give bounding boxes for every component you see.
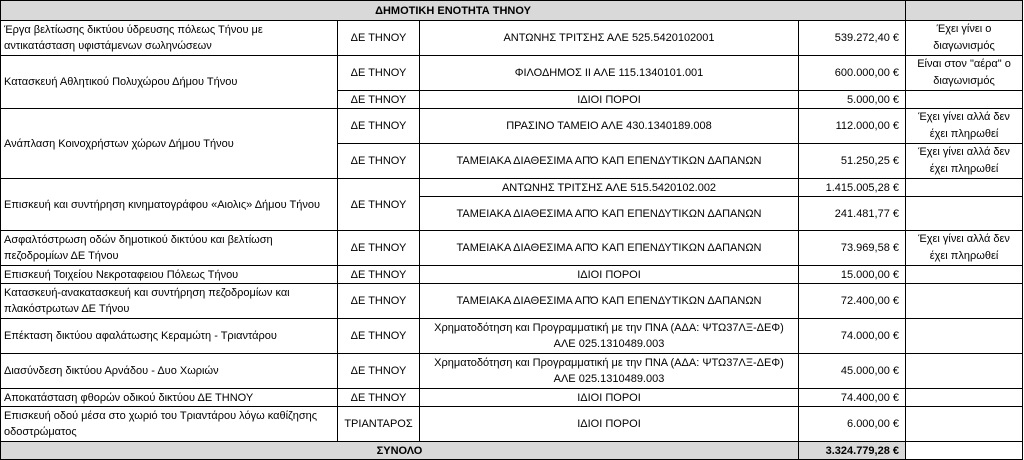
amount-cell: 15.000,00 € [799, 266, 906, 284]
table-row [1, 179, 1023, 197]
unit-cell: ΔΕ ΤΗΝΟΥ [338, 389, 420, 407]
table-row [1, 109, 1023, 144]
project-name: Επισκευή Τοιχείου Νεκροταφειου Πόλεως Τήνου [1, 266, 338, 284]
amount-cell: 73.969,58 € [799, 231, 906, 266]
status-note-cell: Έχει γίνει αλλά δεν έχει πληρωθεί [906, 109, 1023, 144]
status-note-cell [906, 266, 1023, 284]
header-blank-cell [906, 1, 1023, 21]
table-row [1, 266, 1023, 284]
total-blank-cell [906, 442, 1023, 460]
status-note-cell: Έχει γίνει αλλά δεν έχει πληρωθεί [906, 231, 1023, 266]
funding-source-cell: ΙΔΙΟΙ ΠΟΡΟΙ [420, 91, 799, 109]
funding-source-cell: Χρηματοδότηση και Προγραμματική με την ΠΝΑ (ΑΔΑ: ΨΤΩ37ΛΞ-ΔΕΦ) ΑΛΕ 025.1310489.003 [420, 319, 799, 354]
unit-cell: ΔΕ ΤΗΝΟΥ [338, 231, 420, 266]
funding-source-cell: ΠΡΑΣΙΝΟ ΤΑΜΕΙΟ ΑΛΕ 430.1340189.008 [420, 109, 799, 144]
table-row [1, 319, 1023, 354]
amount-cell: 600.000,00 € [799, 56, 906, 91]
funding-source-cell: ΦΙΛΟΔΗΜΟΣ ΙΙ ΑΛΕ 115.1340101.001 [420, 56, 799, 91]
funding-source-cell: ΙΔΙΟΙ ΠΟΡΟΙ [420, 407, 799, 442]
table-row [1, 389, 1023, 407]
funding-source-cell: ΙΔΙΟΙ ΠΟΡΟΙ [420, 266, 799, 284]
funding-source-cell: ΤΑΜΕΙΑΚΑ ΔΙΑΘΕΣΙΜΑ ΑΠΌ ΚΑΠ ΕΠΕΝΔΥΤΙΚΩΝ ΔΑΠΑΝΩΝ [420, 197, 799, 231]
status-note-cell [906, 197, 1023, 231]
unit-cell: ΔΕ ΤΗΝΟΥ [338, 21, 420, 56]
unit-cell: ΔΕ ΤΗΝΟΥ [338, 144, 420, 179]
amount-cell: 112.000,00 € [799, 109, 906, 144]
status-note-cell [906, 179, 1023, 197]
unit-cell: ΔΕ ΤΗΝΟΥ [338, 354, 420, 389]
unit-cell: ΔΕ ΤΗΝΟΥ [338, 56, 420, 91]
amount-cell: 5.000,00 € [799, 91, 906, 109]
section-title: ΔΗΜΟΤΙΚΗ ΕΝΟΤΗΤΑ ΤΗΝΟΥ [1, 1, 906, 21]
table-row [1, 21, 1023, 56]
funding-source-cell: ΑΝΤΩΝΗΣ ΤΡΙΤΣΗΣ ΑΛΕ 515.5420102.002 [420, 179, 799, 197]
status-note-cell: Έχει γίνει αλλά δεν έχει πληρωθεί [906, 144, 1023, 179]
status-note-cell [906, 91, 1023, 109]
unit-cell: ΔΕ ΤΗΝΟΥ [338, 109, 420, 144]
status-note-cell: Είναι στον "αέρα" ο διαγωνισμός [906, 56, 1023, 91]
funding-source-cell: ΑΝΤΩΝΗΣ ΤΡΙΤΣΗΣ ΑΛΕ 525.5420102001 [420, 21, 799, 56]
funding-source-cell: ΤΑΜΕΙΑΚΑ ΔΙΑΘΕΣΙΜΑ ΑΠΌ ΚΑΠ ΕΠΕΝΔΥΤΙΚΩΝ ΔΑΠΑΝΩΝ [420, 144, 799, 179]
unit-cell: ΔΕ ΤΗΝΟΥ [338, 284, 420, 319]
project-name: Διασύνδεση δικτύου Αρνάδου - Δυο Χωριών [1, 354, 338, 389]
unit-cell: ΔΕ ΤΗΝΟΥ [338, 266, 420, 284]
status-note-cell [906, 407, 1023, 442]
amount-cell: 74.400,00 € [799, 389, 906, 407]
project-name: Ασφαλτόστρωση οδών δημοτικού δικτύου και βελτίωση πεζοδρομίων ΔΕ Τήνου [1, 231, 338, 266]
project-name: Επισκευή οδού μέσα στο χωριό του Τριαντάρου λόγω καθίζησης οδοστρώματος [1, 407, 338, 442]
unit-cell: ΔΕ ΤΗΝΟΥ [338, 179, 420, 231]
unit-cell: ΔΕ ΤΗΝΟΥ [338, 91, 420, 109]
project-name: Έργα βελτίωσης δικτύου ύδρευσης πόλεως Τήνου με αντικατάσταση υφιστάμενων σωληνώσεων [1, 21, 338, 56]
status-note-cell: Έχει γίνει ο διαγωνισμός [906, 21, 1023, 56]
table-row [1, 407, 1023, 442]
amount-cell: 1.415.005,28 € [799, 179, 906, 197]
project-name: Κατασκευή-ανακατασκευή και συντήρηση πεζοδρομίων και πλακόστρωτων ΔΕ Τήνου [1, 284, 338, 319]
status-note-cell [906, 284, 1023, 319]
amount-cell: 6.000,00 € [799, 407, 906, 442]
amount-cell: 74.000,00 € [799, 319, 906, 354]
project-name: Ανάπλαση Κοινοχρήστων χώρων Δήμου Τήνου [1, 109, 338, 179]
table-row [1, 231, 1023, 266]
funding-source-cell: Χρηματοδότηση και Προγραμματική με την ΠΝΑ (ΑΔΑ: ΨΤΩ37ΛΞ-ΔΕΦ) ΑΛΕ 025.1310489.003 [420, 354, 799, 389]
amount-cell: 72.400,00 € [799, 284, 906, 319]
amount-cell: 241.481,77 € [799, 197, 906, 231]
status-note-cell [906, 319, 1023, 354]
table-row [1, 284, 1023, 319]
status-note-cell [906, 354, 1023, 389]
unit-cell: ΔΕ ΤΗΝΟΥ [338, 319, 420, 354]
unit-cell: ΤΡΙΑΝΤΑΡΟΣ [338, 407, 420, 442]
total-row [1, 442, 1023, 460]
amount-cell: 539.272,40 € [799, 21, 906, 56]
amount-cell: 51.250,25 € [799, 144, 906, 179]
project-name: Επισκευή και συντήρηση κινηματογράφου «Αιολις» Δήμου Τήνου [1, 179, 338, 231]
total-label: ΣΥΝΟΛΟ [1, 442, 799, 460]
status-note-cell [906, 389, 1023, 407]
project-name: Κατασκευή Αθλητικού Πολυχώρου Δήμου Τήνου [1, 56, 338, 109]
amount-cell: 45.000,00 € [799, 354, 906, 389]
funding-source-cell: ΤΑΜΕΙΑΚΑ ΔΙΑΘΕΣΙΜΑ ΑΠΌ ΚΑΠ ΕΠΕΝΔΥΤΙΚΩΝ ΔΑΠΑΝΩΝ [420, 231, 799, 266]
project-name: Επέκταση δικτύου αφαλάτωσης Κεραμώτη - Τριαντάρου [1, 319, 338, 354]
total-amount: 3.324.779,28 € [799, 442, 906, 460]
table-row [1, 354, 1023, 389]
funding-source-cell: ΤΑΜΕΙΑΚΑ ΔΙΑΘΕΣΙΜΑ ΑΠΌ ΚΑΠ ΕΠΕΝΔΥΤΙΚΩΝ ΔΑΠΑΝΩΝ [420, 284, 799, 319]
funding-source-cell: ΙΔΙΟΙ ΠΟΡΟΙ [420, 389, 799, 407]
project-name: Αποκατάσταση φθορών οδικού δικτύου ΔΕ ΤΗΝΟΥ [1, 389, 338, 407]
section-header-row [1, 1, 1023, 21]
table-row [1, 56, 1023, 91]
